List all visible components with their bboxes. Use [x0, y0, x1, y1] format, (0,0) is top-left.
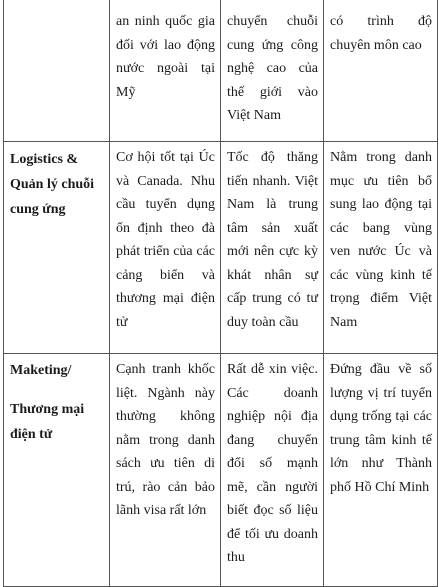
- table-cell: có trình độ chuyên môn cao: [324, 0, 438, 142]
- row-label-cell: [4, 0, 110, 142]
- table-cell: Cạnh tranh khốc liệt. Ngành này thường không nằm trong danh sách ưu tiên di trú, rào cản bảo lãnh visa rất lớn: [110, 354, 221, 587]
- table-cell: Đứng đầu về số lượng vị trí tuyển dụng trống tại các trung tâm kinh tế lớn như Thành phố Hồ Chí Minh: [324, 354, 438, 587]
- table-cell: Rất dễ xin việc. Các doanh nghiệp nội địa đang chuyển đổi số mạnh mẽ, cần người biết đọc số liệu để tối ưu doanh thu: [221, 354, 324, 587]
- row-label-line: Logistics &: [10, 152, 79, 167]
- table-cell: Tốc độ thăng tiến nhanh. Việt Nam là trung tâm sản xuất mới nên cực kỳ khát nhân sự cấp trung có tư duy toàn cầu: [221, 142, 324, 354]
- row-label-line: cung ứng: [10, 202, 66, 217]
- row-label-cell: [4, 142, 110, 354]
- table-row: [4, 354, 438, 587]
- table-row: [4, 0, 438, 142]
- row-label-line: Quản lý chuỗi: [10, 177, 95, 192]
- career-comparison-table: [3, 0, 438, 587]
- row-label-cell: [4, 354, 110, 587]
- table-cell: Nằm trong danh mục ưu tiên bổ sung lao động tại các bang vùng ven nước Úc và các vùng kinh tế trọng điểm Việt Nam: [324, 142, 438, 354]
- table-cell: an ninh quốc gia đối với lao động nước ngoài tại Mỹ: [110, 0, 221, 142]
- row-label-line: điện tử: [10, 427, 53, 442]
- row-label-line: Thương mại: [10, 402, 85, 417]
- table-cell: chuyển chuỗi cung ứng công nghệ cao của thế giới vào Việt Nam: [221, 0, 324, 142]
- table-cell: Cơ hội tốt tại Úc và Canada. Nhu cầu tuyển dụng ổn định theo đà phát triển của các cảng biển và thương mại điện tử: [110, 142, 221, 354]
- table-row: [4, 142, 438, 354]
- row-label-line: Maketing/: [10, 363, 72, 378]
